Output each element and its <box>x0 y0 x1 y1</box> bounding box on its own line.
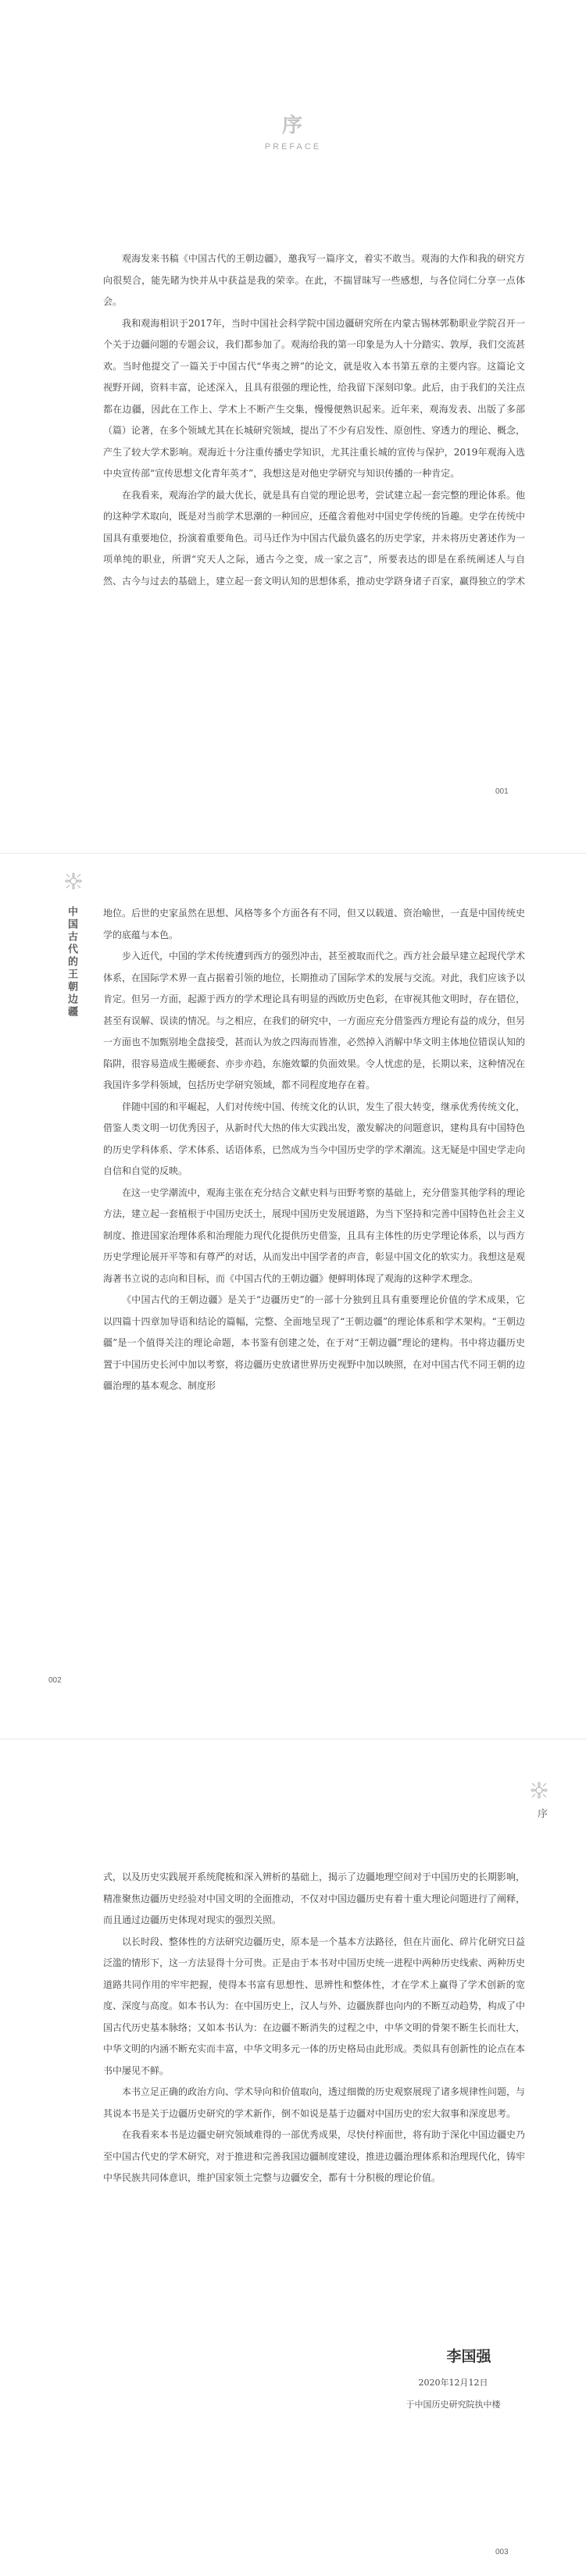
page-title: 序 <box>281 114 304 137</box>
body-text <box>103 1867 525 2189</box>
paragraph: 在这一史学潮流中，观海主张在充分结合文献史料与田野考察的基础上，充分借鉴其他学科的理论方法，建立起一套植根于中国历史沃土，展现中国历史发展道路，为当下坚持和完善中国特色社会主义制度、推进国家治理体系和治理能力现代化提供历史借鉴，且具有主体性的历史学理论体系，以与西方历史学理论展开平等和有尊严的对话，从而发出中国学者的声音，彰显中国文化的软实力。我想这是观海著书立说的志向和目标，而《中国古代的王朝边疆》便鲜明体现了观海的这种学术理念。 <box>103 1186 526 1284</box>
paragraph: 式，以及历史实践展开系统爬梳和深入辨析的基础上，揭示了边疆地理空间对于中国历史的长期影响，精准聚焦边疆历史经验对中国文明的全面推动，不仅对中国边疆历史有着十重大理论问题进行了阐释，而且通过边疆历史体现对现实的强烈关照。 <box>103 1871 526 1925</box>
body-text <box>103 903 525 1397</box>
signature-date: 2020年12月12日 <box>418 2378 488 2388</box>
paragraph: 地位。后世的史家虽然在思想、风格等多个方面各有不同，但又以载道、资治喻世，一直是中国传统史学的底蕴与本色。 <box>103 908 526 940</box>
page-number: 002 <box>48 1676 62 1685</box>
paragraph: 观海发来书稿《中国古代的王朝边疆》，邀我写一篇序文，着实不敢当。观海的大作和我的研究方向很契合，能先睹为快并从中获益是我的荣幸。在此，不揣冒昧写一些感想，与各位同仁分享一点体会。 <box>103 253 525 307</box>
page-divider <box>0 853 586 854</box>
paragraph: 本书立足正确的政治方向、学术导向和价值取向，透过细微的历史观察展现了诸多规律性问题，与其说本书是关于边疆历史研究的学术新作，倒不如说是基于边疆对中国历史的宏大叙事和深度思考。 <box>103 2086 526 2119</box>
paragraph: 步入近代，中国的学术传统遭到西方的强烈冲击，甚至被取而代之。西方社会最早建立起现代学术体系，在国际学术界一直占据着引领的地位，长期推动了国际学术的发展与交流。对此，我们应该予以肯定。但另一方面，起源于西方的学术理论具有明显的西欧历史色彩，在审视其他文明时，存在错位，甚至有误解、误读的情况。与之相应，在我们的研究中，一方面应充分借鉴西方理论有益的成分，但另一方面也不加甄别地全盘接受，甚而认为放之四海而皆准，必然掉入消解中华文明主体地位错误认知的陷阱，很容易造成生搬硬套、亦步亦趋，东施效颦的负面效果。令人忧虑的是，长期以来，这种情况在我国许多学科领域，包括历史学研究领域，都不同程度地存在着。 <box>103 951 526 1090</box>
paragraph: 我和观海相识于2017年，当时中国社会科学院中国边疆研究所在内蒙古锡林郭勒职业学院召开一个关于边疆问题的专题会议，我们都参加了。观海给我的第一印象是为人十分踏实、敦厚，我们交流甚欢。当时他提交了一篇关于中国古代“华夷之辨”的论文，就是收入本书第五章的主要内容。这篇论文视野开阔，资料丰富，论述深入，且具有很强的理论性，给我留下深刻印象。此后，由于我们的关注点都在边疆，因此在工作上、学术上不断产生交集，慢慢便熟识起来。近年来，观海发表、出版了多部（篇）论著，在多个领域尤其在长城研究领域，提出了不少有启发性、原创性、穿透力的理论、概念，产生了较大学术影响。观海近十分注重传播史学知识，尤其注重长城的宣传与保护，2019年观海入选中央宣传部“宣传思想文化青年英才”，我想这是对他史学研究与知识传播的一种肯定。 <box>103 317 526 479</box>
floral-ornament-icon <box>59 867 88 895</box>
vertical-section-title: 序 <box>535 1808 547 1818</box>
signature-place: 于中国历史研究院执中楼 <box>406 2399 501 2410</box>
page-number: 003 <box>495 2548 509 2556</box>
page-subtitle: PREFACE <box>264 142 322 152</box>
paragraph: 在我看来，观海治学的最大优长，就是具有自觉的理论思考，尝试建立起一套完整的理论体系。他的这种学术取向，既是对当前学术思潮的一种回应，还蕴含着他对中国史学传统的旨趣。史学在传统中国具有重要地位，扮演着重要角色。司马迁作为中国古代最负盛名的历史学家，并未将历史著述作为一项单纯的职业，所谓“究天人之际，通古今之变，成一家之言”，所要表达的即是在系统阐述人与自然、古今与过去的基础上，建立起一套文明认知的思想体系，推动史学跻身诸子百家，赢得独立的学术 <box>103 489 526 587</box>
preface-page-3 <box>0 1765 586 2576</box>
paragraph: 在我看来本书是边疆史研究领域难得的一部优秀成果，尽快付梓面世，将有助于深化中国边疆史乃至中国古代史的学术研究，对于推进和完善我国边疆制度建设，推进边疆治理体系和治理现代化，铸牢中华民族共同体意识，维护国家领土完整与边疆安全，都有十分积极的理论价值。 <box>103 2129 526 2183</box>
floral-ornament-icon <box>525 1776 553 1804</box>
preface-page-2 <box>0 867 586 1711</box>
preface-page-1 <box>0 0 586 836</box>
vertical-book-title: 中国古代的王朝边疆 <box>66 906 77 1019</box>
author-signature: 李国强 <box>446 2348 491 2365</box>
paragraph: 伴随中国的和平崛起，人们对传统中国、传统文化的认识，发生了很大转变，继承优秀传统文化，借鉴人类文明一切优秀因子，从新时代大热的伟大实践出发，激发解决的问题意识，建构具有中国特色的历史学科体系、学术体系、话语体系，已然成为当今中国历史学的学术潮流。这无疑是中国史学走向自信和自觉的反映。 <box>103 1101 526 1176</box>
page-number: 001 <box>495 787 509 796</box>
paragraph: 以长时段、整体性的方法研究边疆历史，原本是一个基本方法路径，但在片面化、碎片化研究日益泛滥的情形下，这一方法显得十分可贵。正是由于本书对中国历史统一进程中两种历史线索、两种历史道路共同作用的牢牢把握，使得本书富有思想性、思辨性和整体性，才在学术上赢得了学术创新的宽度、深度与高度。如本书认为：在中国历史上，汉人与外、边疆族群也向内的不断互动趋势，构成了中国古代历史基本脉络；又如本书认为：在边疆不断消失的过程之中，中华文明的骨架不断生长而壮大，中华文明的内涵不断充实而丰富，中华文明多元一体的历史格局由此形成。类似具有创新性的论点在本书中屡见不鲜。 <box>103 1936 526 2076</box>
paragraph: 《中国古代的王朝边疆》是关于“边疆历史”的一部十分独到且具有重要理论价值的学术成果，它以四篇十四章加导语和结论的篇幅，完整、全面地呈现了“王朝边疆”的理论体系和学术架构。“王朝边疆”是一个值得关注的理论命题，本书鉴有创建之处，在于对“王朝边疆”理论的建构。书中将边疆历史置于中国历史长河中加以考察，将边疆历史放诸世界历史视野中加以映照，在对中国古代不同王朝的边疆治理的基本观念、制度形 <box>103 1294 526 1391</box>
body-text <box>103 248 525 592</box>
